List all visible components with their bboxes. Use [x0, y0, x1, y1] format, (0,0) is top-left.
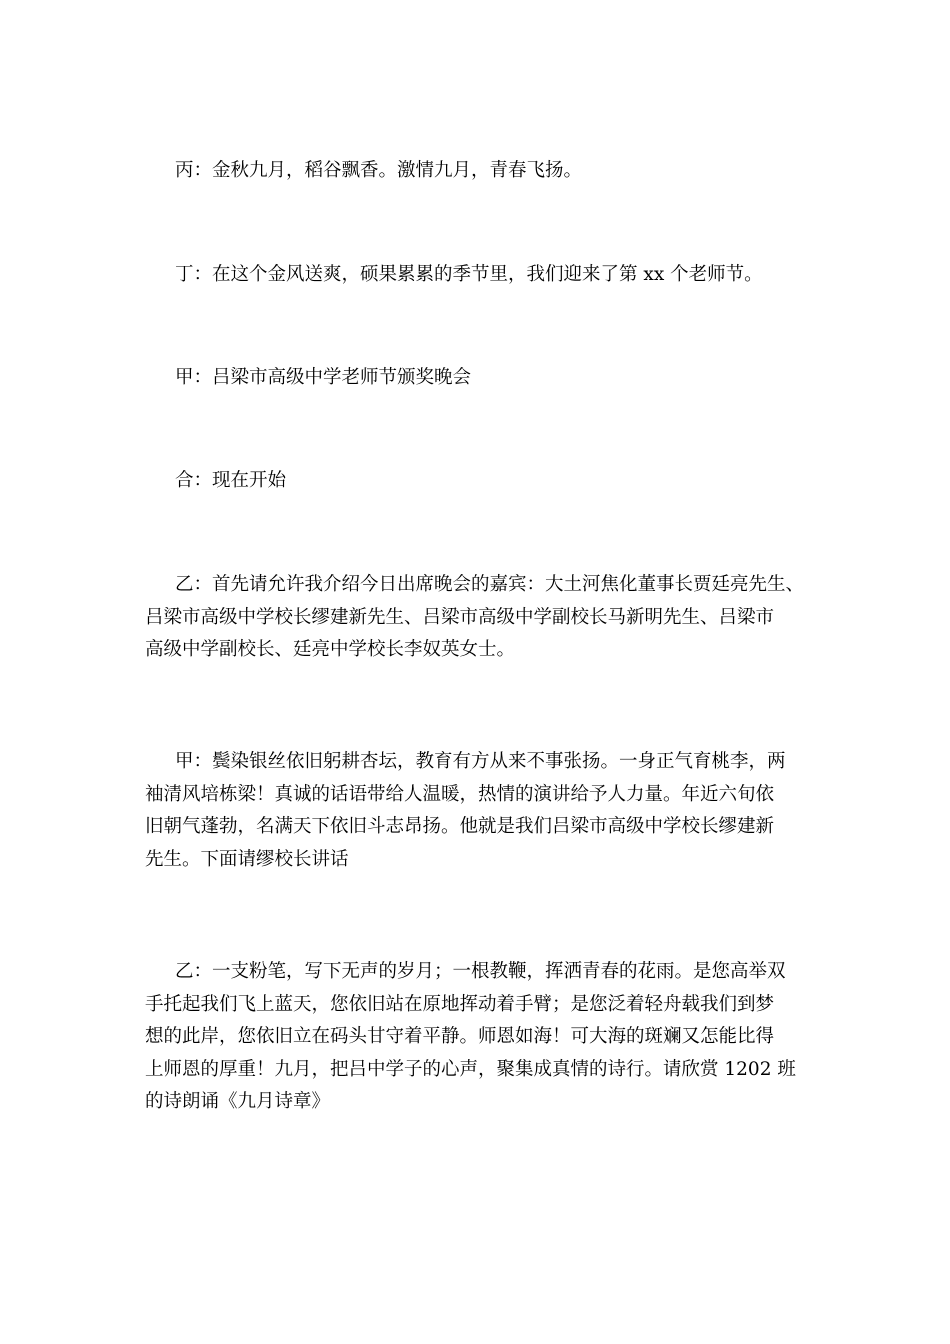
paragraph-line: 手托起我们飞上蓝天，您依旧站在原地挥动着手臂；是您泛着轻舟载我们到梦: [145, 993, 775, 1015]
paragraph-line: 的诗朗诵《九月诗章》: [145, 1091, 331, 1112]
paragraph-line: 乙：首先请允许我介绍今日出席晚会的嘉宾：大土河焦化董事长贾廷亮先生、: [175, 574, 805, 595]
paragraph-line: 乙：一支粉笔，写下无声的岁月；一根教鞭，挥洒青春的花雨。是您高举双: [175, 961, 786, 982]
paragraph-yi-guests: [145, 569, 835, 667]
paragraph-line: 吕梁市高级中学校长缪建新先生、吕梁市高级中学副校长马新明先生、吕梁市: [145, 606, 775, 628]
paragraph-line: 丙：金秋九月，稻谷飘香。激情九月，青春飞扬。: [175, 160, 583, 181]
paragraph-line: 甲：鬓染银丝依旧躬耕杏坛，教育有方从来不事张扬。一身正气育桃李，两: [175, 751, 786, 772]
paragraph-he-start: [145, 465, 835, 498]
paragraph-jia-event-title: [145, 362, 835, 395]
paragraph-yi-poem-intro: [145, 956, 835, 1119]
paragraph-line: 甲：吕梁市高级中学老师节颁奖晚会: [175, 367, 472, 388]
paragraph-line: 想的此岸，您依旧立在码头甘守着平静。师恩如海！可大海的斑斓又怎能比得: [145, 1026, 775, 1047]
paragraph-ding-teachers-day: [145, 259, 835, 292]
paragraph-line: 上师恩的厚重！九月，把吕中学子的心声，聚集成真情的诗行。请欣赏 1202 班: [145, 1058, 796, 1080]
paragraph-line: 袖清风培栋梁！真诚的话语带给人温暖，热情的演讲给予人力量。年近六旬依: [145, 783, 775, 805]
paragraph-line: 旧朝气蓬勃，名满天下依旧斗志昂扬。他就是我们吕梁市高级中学校长缪建新: [145, 816, 775, 837]
paragraph-line: 高级中学副校长、廷亮中学校长李奴英女士。: [145, 639, 516, 660]
paragraph-line: 丁：在这个金风送爽，硕果累累的季节里，我们迎来了第 xx 个老师节。: [175, 264, 763, 285]
paragraph-bing-opening: [145, 155, 835, 188]
paragraph-jia-principal-intro: [145, 746, 835, 876]
paragraph-line: 合：现在开始: [175, 470, 287, 491]
paragraph-line: 先生。下面请缪校长讲话: [145, 848, 349, 870]
